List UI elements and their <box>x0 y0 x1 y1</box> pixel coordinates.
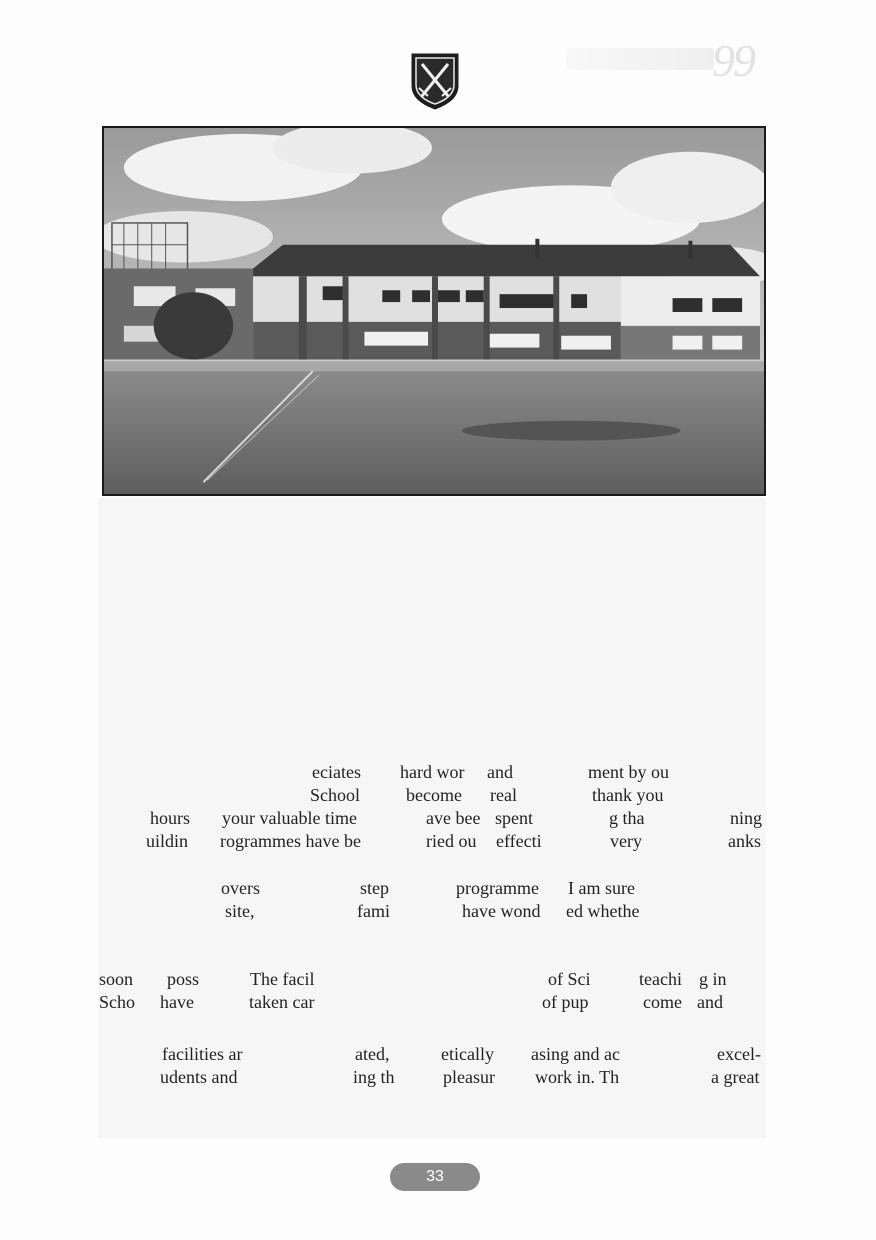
text-fragment: ing th <box>353 1067 395 1087</box>
text-fragment: of pup <box>542 992 589 1012</box>
text-fragment: ment by ou <box>588 762 669 782</box>
text-fragment: etically <box>441 1044 494 1064</box>
text-fragment: ed whethe <box>566 901 640 921</box>
text-fragment: The facil <box>250 969 315 989</box>
text-fragment: site, <box>225 901 255 921</box>
text-fragment: School <box>310 785 361 805</box>
text-fragment: come <box>643 992 682 1012</box>
text-fragment: asing and ac <box>531 1044 620 1064</box>
text-fragment: soon <box>99 969 134 989</box>
text-fragment: hard wor <box>400 762 465 782</box>
text-fragment: anks <box>728 831 761 851</box>
text-fragment: of Sci <box>548 969 591 989</box>
text-fragment: I am sure <box>568 878 635 898</box>
page-number-badge: 33 <box>390 1163 480 1191</box>
text-fragment: Scho <box>99 992 135 1012</box>
text-fragment: ave bee <box>426 808 481 828</box>
text-fragment: ried ou <box>426 831 477 851</box>
text-fragment: facilities ar <box>162 1044 243 1064</box>
text-fragment: spent <box>495 808 533 828</box>
crossed-swords-shield-icon <box>410 52 460 110</box>
text-fragment: your valuable time <box>222 808 357 828</box>
text-fragment: very <box>610 831 642 851</box>
text-fragment: effecti <box>496 831 542 851</box>
text-fragment: fami <box>357 901 390 921</box>
text-fragment: ning <box>730 808 763 828</box>
text-fragment: work in. Th <box>535 1067 620 1087</box>
text-fragment: hours <box>150 808 190 828</box>
text-fragment: become <box>406 785 462 805</box>
text-fragment: a great <box>711 1067 760 1087</box>
text-fragment: real <box>490 785 517 805</box>
text-fragment: taken car <box>249 992 315 1012</box>
text-fragment: ated, <box>355 1044 390 1064</box>
text-fragment: udents and <box>160 1067 238 1087</box>
school-building-photo <box>102 126 766 496</box>
text-fragment: and <box>487 762 513 782</box>
year-mark: 99 <box>712 35 754 86</box>
text-fragment: pleasur <box>443 1067 495 1087</box>
text-fragment: poss <box>167 969 200 989</box>
text-fragment: g in <box>699 969 727 989</box>
text-fragment: eciates <box>312 762 361 782</box>
text-fragment: uildin <box>146 831 189 851</box>
header-faded-title <box>566 48 714 70</box>
text-fragment: rogrammes have be <box>220 831 361 851</box>
text-fragment: step <box>360 878 389 898</box>
text-fragment: teachi <box>639 969 682 989</box>
text-fragment: overs <box>221 878 260 898</box>
text-fragment: have <box>160 992 194 1012</box>
text-fragment: g tha <box>609 808 645 828</box>
text-fragment: have wond <box>462 901 541 921</box>
text-fragment: excel- <box>717 1044 761 1064</box>
text-fragment: programme <box>456 878 539 898</box>
text-fragment: thank you <box>592 785 664 805</box>
text-fragment: and <box>697 992 723 1012</box>
